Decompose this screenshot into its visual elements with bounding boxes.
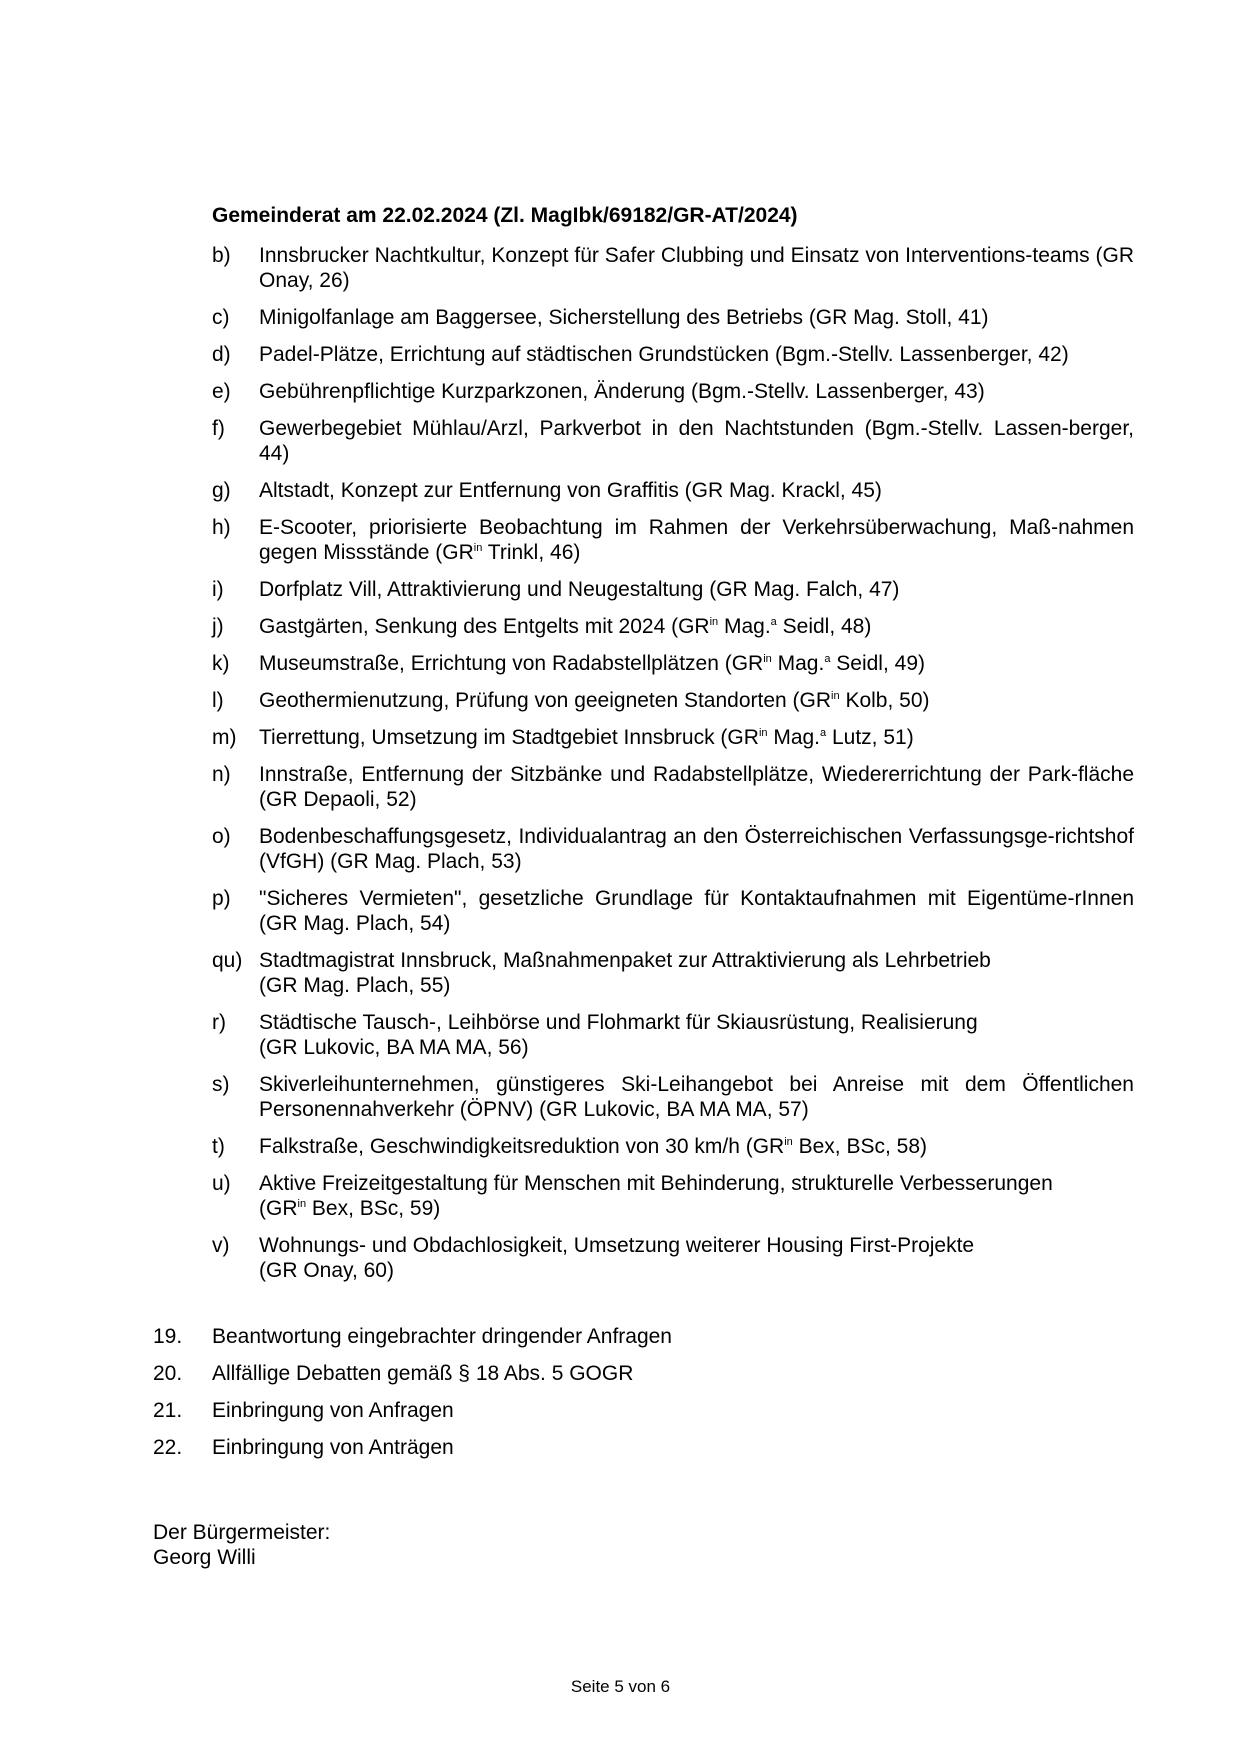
text-run: Tierrettung, Umsetzung im Stadtgebiet Innsbruck (GR (259, 726, 759, 749)
text-run: Aktive Freizeitgestaltung für Menschen mit Behinderung, strukturelle Verbesserungen (259, 1172, 1053, 1195)
text-run: (GR Onay, 60) (259, 1259, 394, 1282)
text-run: Bex, BSc, 58) (792, 1135, 928, 1158)
agenda-sub-item-text (259, 1233, 1134, 1283)
text-run: Innsbrucker Nachtkultur, Konzept für Safer Clubbing und Einsatz von Interventions-teams (GR Onay, 26) (259, 244, 1134, 292)
agenda-sub-item-text (259, 577, 1134, 602)
section-heading: Gemeinderat am 22.02.2024 (Zl. MagIbk/69182/GR-AT/2024) (212, 204, 798, 227)
agenda-sub-item (212, 651, 1134, 676)
agenda-main-item (153, 1361, 1134, 1386)
agenda-main-item-text: Beantwortung eingebrachter dringender Anfragen (212, 1325, 672, 1348)
agenda-sub-item (212, 1233, 1134, 1283)
agenda-sub-item-text (259, 379, 1134, 404)
agenda-sub-item (212, 1171, 1134, 1221)
superscript: a (824, 653, 831, 665)
agenda-sub-item (212, 886, 1134, 936)
text-run: Gastgärten, Senkung des Entgelts mit 2024 (GR (259, 615, 710, 638)
agenda-sub-item-text (259, 1171, 1134, 1221)
text-run: Städtische Tausch-, Leihbörse und Flohmarkt für Skiausrüstung, Realisierung (259, 1011, 978, 1034)
agenda-sub-item-list (212, 243, 1134, 1295)
superscript: in (763, 653, 772, 665)
text-run: Seidl, 48) (776, 615, 872, 638)
agenda-sub-item-letter: o) (212, 825, 231, 848)
agenda-main-item-text: Einbringung von Anträgen (212, 1436, 454, 1459)
superscript: in (473, 542, 483, 554)
text-run: Gebührenpflichtige Kurzparkzonen, Änderung (Bgm.-Stellv. Lassenberger, 43) (259, 380, 985, 403)
text-run: Mag. (771, 652, 825, 675)
agenda-sub-item-letter: l) (212, 689, 224, 712)
text-run: "Sicheres Vermieten", gesetzliche Grundlage für Kontaktaufnahmen mit Eigentüme-rInnen (GR Mag. Plach, 54) (259, 887, 1134, 935)
agenda-main-item-text: Allfällige Debatten gemäß § 18 Abs. 5 GOGR (212, 1362, 634, 1385)
agenda-sub-item (212, 614, 1134, 639)
agenda-sub-item (212, 1072, 1134, 1122)
text-run: Museumstraße, Errichtung von Radabstellplätzen (GR (259, 652, 764, 675)
superscript: a (770, 616, 777, 628)
text-run: Stadtmagistrat Innsbruck, Maßnahmenpaket zur Attraktivierung als Lehrbetrieb (259, 949, 991, 972)
agenda-main-item (153, 1398, 1134, 1423)
text-run: Falkstraße, Geschwindigkeitsreduktion von 30 km/h (GR (259, 1135, 785, 1158)
agenda-sub-item-letter: b) (212, 244, 231, 267)
agenda-sub-item-letter: n) (212, 763, 231, 786)
superscript: in (758, 727, 768, 739)
agenda-sub-item (212, 416, 1134, 466)
agenda-sub-item-letter: j) (212, 615, 224, 638)
agenda-sub-item-letter: d) (212, 343, 231, 366)
agenda-sub-item (212, 305, 1134, 330)
agenda-sub-item-letter: s) (212, 1073, 230, 1096)
text-run: (GR Lukovic, BA MA MA, 56) (259, 1036, 529, 1059)
superscript: in (831, 690, 840, 702)
agenda-sub-item-text (259, 651, 1134, 676)
text-run: (GR (259, 1197, 298, 1220)
agenda-sub-item (212, 688, 1134, 713)
agenda-sub-item (212, 725, 1134, 750)
text-run: Geothermienutzung, Prüfung von geeigneten Standorten (GR (259, 689, 832, 712)
agenda-sub-item-letter: k) (212, 652, 230, 675)
agenda-sub-item (212, 762, 1134, 812)
agenda-main-item (153, 1324, 1134, 1349)
agenda-sub-item-text (259, 688, 1134, 713)
agenda-sub-item-letter: v) (212, 1234, 230, 1257)
agenda-main-item-list (153, 1324, 1134, 1472)
agenda-sub-item-text (259, 1010, 1134, 1060)
superscript: in (784, 1136, 793, 1148)
superscript: in (709, 616, 719, 628)
agenda-sub-item-text (259, 1134, 1134, 1159)
agenda-main-item-number: 19. (153, 1325, 183, 1348)
agenda-sub-item-text (259, 824, 1134, 874)
text-run: Gewerbegebiet Mühlau/Arzl, Parkverbot in den Nachtstunden (Bgm.-Stellv. Lassen-berger, 44) (259, 417, 1134, 465)
text-run: Innstraße, Entfernung der Sitzbänke und Radabstellplätze, Wiedererrichtung der Park-fläche (GR Depaoli, 52) (259, 763, 1134, 811)
agenda-sub-item-text (259, 515, 1134, 565)
signature-name: Georg Willi (153, 1546, 256, 1569)
agenda-sub-item-letter: qu) (212, 949, 243, 972)
text-run: Altstadt, Konzept zur Entfernung von Graffitis (GR Mag. Krackl, 45) (259, 479, 882, 502)
agenda-main-item-text: Einbringung von Anfragen (212, 1399, 454, 1422)
agenda-sub-item-text (259, 478, 1134, 503)
agenda-sub-item (212, 948, 1134, 998)
signature-role: Der Bürgermeister: (153, 1521, 331, 1544)
superscript: a (820, 727, 827, 739)
agenda-sub-item-letter: u) (212, 1172, 231, 1195)
agenda-sub-item (212, 1010, 1134, 1060)
text-run: Bex, BSc, 59) (306, 1197, 441, 1220)
agenda-sub-item (212, 478, 1134, 503)
text-run: Lutz, 51) (826, 726, 914, 749)
agenda-sub-item-text (259, 416, 1134, 466)
agenda-main-item-number: 22. (153, 1436, 183, 1459)
agenda-sub-item (212, 1134, 1134, 1159)
agenda-sub-item-text (259, 886, 1134, 936)
agenda-sub-item-letter: r) (212, 1011, 226, 1034)
agenda-sub-item-letter: e) (212, 380, 231, 403)
agenda-sub-item (212, 515, 1134, 565)
page-number: Seite 5 von 6 (570, 1677, 671, 1696)
agenda-sub-item-letter: p) (212, 887, 231, 910)
agenda-sub-item (212, 243, 1134, 293)
agenda-sub-item-letter: f) (212, 417, 225, 440)
agenda-sub-item-text (259, 243, 1134, 293)
text-run: Bodenbeschaffungsgesetz, Individualantrag an den Österreichischen Verfassungsge-richtshof (VfGH) (GR Mag. Plach, 53) (259, 825, 1134, 873)
agenda-sub-item-text (259, 614, 1134, 639)
text-run: Mag. (718, 615, 771, 638)
text-run: Minigolfanlage am Baggersee, Sicherstellung des Betriebs (GR Mag. Stoll, 41) (259, 306, 989, 329)
agenda-sub-item-text (259, 1072, 1134, 1122)
text-run: Mag. (767, 726, 821, 749)
agenda-sub-item-letter: i) (212, 578, 224, 601)
agenda-sub-item-letter: t) (212, 1135, 225, 1158)
agenda-sub-item (212, 379, 1134, 404)
agenda-sub-item (212, 577, 1134, 602)
text-run: Skiverleihunternehmen, günstigeres Ski-Leihangebot bei Anreise mit dem Öffentlichen Personennahverkehr (ÖPNV) (GR Lukovic, BA MA MA, 57) (259, 1073, 1134, 1121)
agenda-sub-item-letter: c) (212, 306, 230, 329)
text-run: Padel-Plätze, Errichtung auf städtischen Grundstücken (Bgm.-Stellv. Lassenberger, 42) (259, 343, 1069, 366)
text-run: Trinkl, 46) (482, 541, 581, 564)
agenda-main-item-number: 20. (153, 1362, 183, 1385)
text-run: Dorfplatz Vill, Attraktivierung und Neugestaltung (GR Mag. Falch, 47) (259, 578, 900, 601)
text-run: Wohnungs- und Obdachlosigkeit, Umsetzung weiterer Housing First-Projekte (259, 1234, 975, 1257)
signature-block (153, 1520, 330, 1570)
text-run: E-Scooter, priorisierte Beobachtung im Rahmen der Verkehrsüberwachung, Maß-nahmen gegen Missstände (GR (259, 516, 1134, 564)
agenda-sub-item-text (259, 762, 1134, 812)
agenda-sub-item-letter: h) (212, 516, 231, 539)
superscript: in (297, 1198, 307, 1210)
agenda-main-item (153, 1435, 1134, 1460)
agenda-sub-item (212, 342, 1134, 367)
text-run: Seidl, 49) (830, 652, 925, 675)
agenda-sub-item-text (259, 725, 1134, 750)
agenda-main-item-number: 21. (153, 1399, 183, 1422)
agenda-sub-item-text (259, 342, 1134, 367)
text-run: (GR Mag. Plach, 55) (259, 974, 451, 997)
agenda-sub-item-text (259, 948, 1134, 998)
agenda-sub-item-letter: m) (212, 726, 237, 749)
agenda-sub-item-letter: g) (212, 479, 231, 502)
agenda-sub-item-text (259, 305, 1134, 330)
agenda-sub-item (212, 824, 1134, 874)
text-run: Kolb, 50) (839, 689, 930, 712)
